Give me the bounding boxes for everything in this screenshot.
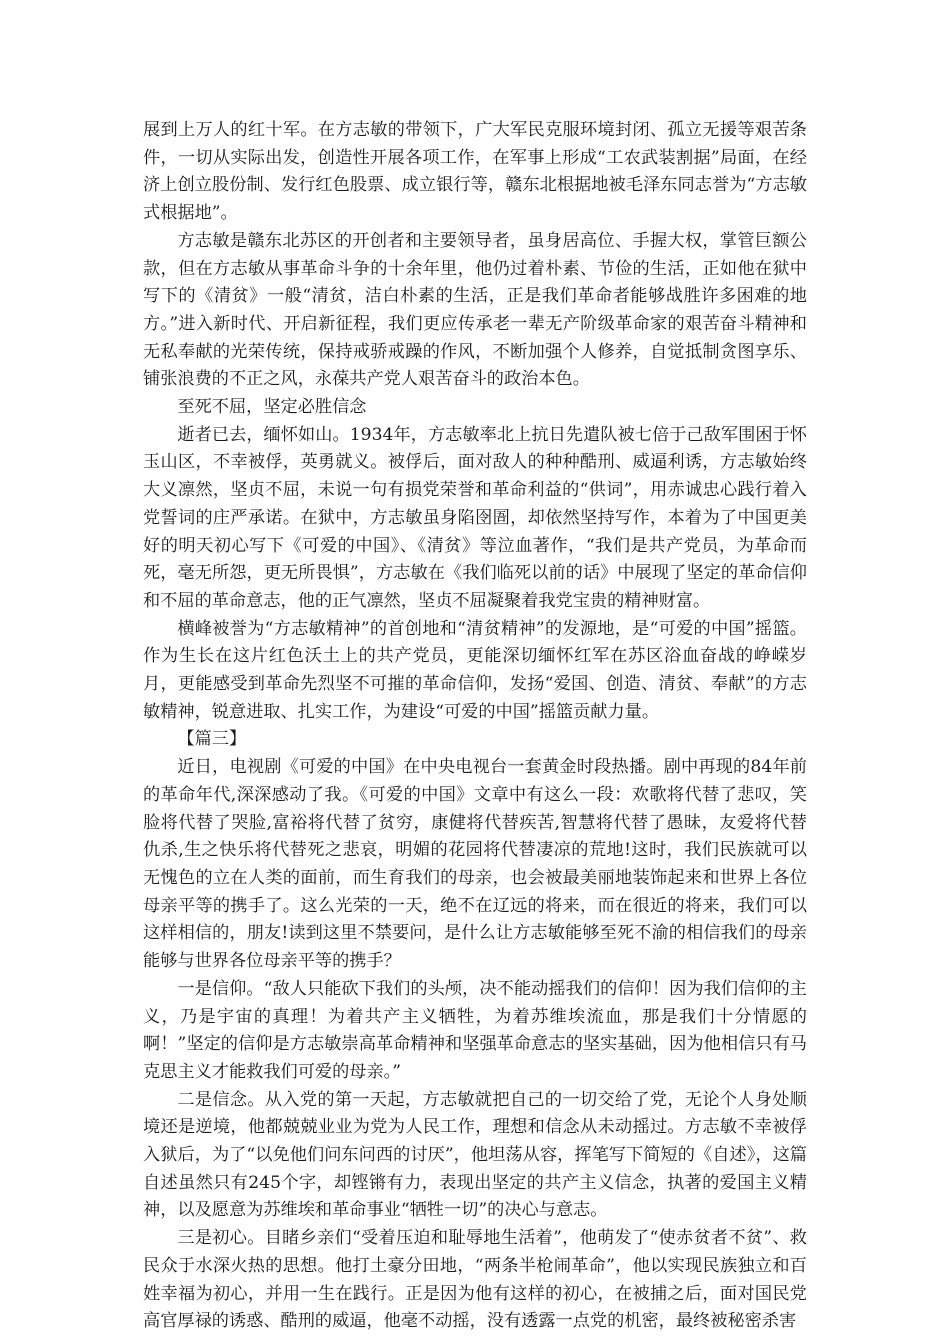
- paragraph-continuation: 展到上万人的红十军。在方志敏的带领下，广大军民克服环境封闭、孤立无援等艰苦条件，一切从实际出发，创造性开展各项工作，在军事上形成“工农武装割据”局面，在经济上创立股份制、发行红色股票、成立银行等，赣东北根据地被毛泽东同志誉为“方志敏式根据地”。: [143, 120, 807, 224]
- chapter-heading: 【篇三】: [177, 729, 247, 750]
- paragraph-conviction: 二是信念。从入党的第一天起，方志敏就把自己的一切交给了党，无论个人身处顺境还是逆境，他都兢兢业业为党为人民工作，理想和信念从未动摇过。方志敏不幸被俘入狱后，为了“以免他们问东问西的讨厌”，他坦荡从容，挥笔写下简短的《自述》，这篇自述虽然只有245个字，却铿锵有力，表现出坚定的共产主义信念，执著的爱国主义精神，以及愿意为苏维埃和革命事业“牺牲一切”的决心与意志。: [143, 1089, 807, 1221]
- section-heading: 至死不屈，坚定必胜信念: [177, 397, 367, 418]
- paragraph-martyrdom: 逝者已去，缅怀如山。1934年，方志敏率北上抗日先遣队被七倍于己敌军围困于怀玉山区，不幸被俘，英勇就义。被俘后，面对敌人的种种酷刑、威逼利诱，方志敏始终大义凛然，坚贞不屈，未说一句有损党荣誉和革命利益的“供词”，用赤诚忠心践行着入党誓词的庄严承诺。在狱中，方志敏虽身陷囹圄，却依然坚持写作，本着为了中国更美好的明天初心写下《可爱的中国》、《清贫》等泣血著作，“我们是共产党员，为革命而死，毫无所怨，更无所畏惧”，方志敏在《我们临死以前的话》中展现了坚定的革命信仰和不屈的革命意志，他的正气凛然，坚贞不屈凝聚着我党宝贵的精神财富。: [143, 424, 807, 611]
- paragraph-fang-zhimin-founder: 方志敏是赣东北苏区的开创者和主要领导者，虽身居高位、手握大权，掌管巨额公款，但在方志敏从事革命斗争的十余年里，他仍过着朴素、节俭的生活，正如他在狱中写下的《清贫》一般“清贫，洁白朴素的生活，正是我们革命者能够战胜许多困难的地方。”进入新时代、开启新征程，我们更应传承老一辈无产阶级革命家的艰苦奋斗精神和无私奉献的光荣传统，保持戒骄戒躁的作风，不断加强个人修养，自觉抵制贪图享乐、铺张浪费的不正之风，永葆共产党人艰苦奋斗的政治本色。: [143, 230, 807, 390]
- paragraph-original-aspiration: 三是初心。目睹乡亲们“受着压迫和耻辱地生活着”，他萌发了“使赤贫者不贫”、救民众于水深火热的思想。他打土豪分田地，“两条半枪闹革命”，他以实现民族独立和百姓幸福为初心，并用一生在践行。正是因为他有这样的初心，在被捕之后，面对国民党高官厚禄的诱惑、酷刑的威逼，他毫不动摇，没有透露一点党的机密，最终被秘密杀害: [143, 1228, 807, 1332]
- paragraph-belief: 一是信仰。“敌人只能砍下我们的头颅，决不能动摇我们的信仰！因为我们信仰的主义，乃是宇宙的真理！为着共产主义牺牲，为着苏维埃流血，那是我们十分情愿的啊！”坚定的信仰是方志敏崇高革命精神和坚强革命意志的坚实基础，因为他相信只有马克思主义才能救我们可爱的母亲。”: [143, 978, 807, 1082]
- paragraph-tv-drama: 近日，电视剧《可爱的中国》在中央电视台一套黄金时段热播。剧中再现的84年前的革命年代,深深感动了我。《可爱的中国》文章中有这么一段：欢歌将代替了悲叹，笑脸将代替了哭脸,富裕将代替了贫穷，康健将代替疾苦,智慧将代替了愚昧，友爱将代替仇杀,生之快乐将代替死之悲哀，明媚的花园将代替凄凉的荒地!这时，我们民族就可以无愧色的立在人类的面前，而生育我们的母亲，也会被最美丽地装饰起来和世界上各位母亲平等的携手了。这么光荣的一天，绝不在辽远的将来，而在很近的将来，我们可以这样相信的，朋友!读到这里不禁要问，是什么让方志敏能够至死不渝的相信我们的母亲能够与世界各位母亲平等的携手？: [143, 757, 807, 972]
- paragraph-hengfeng: 横峰被誉为“方志敏精神”的首创地和“清贫精神”的发源地，是“可爱的中国”摇篮。作为生长在这片红色沃土上的共产党员，更能深切缅怀红军在苏区浴血奋战的峥嵘岁月，更能感受到革命先烈坚不可摧的革命信仰，发扬“爱国、创造、清贫、奉献”的方志敏精神，锐意进取、扎实工作，为建设“可爱的中国”摇篮贡献力量。: [143, 618, 807, 722]
- document-body: [143, 117, 807, 1336]
